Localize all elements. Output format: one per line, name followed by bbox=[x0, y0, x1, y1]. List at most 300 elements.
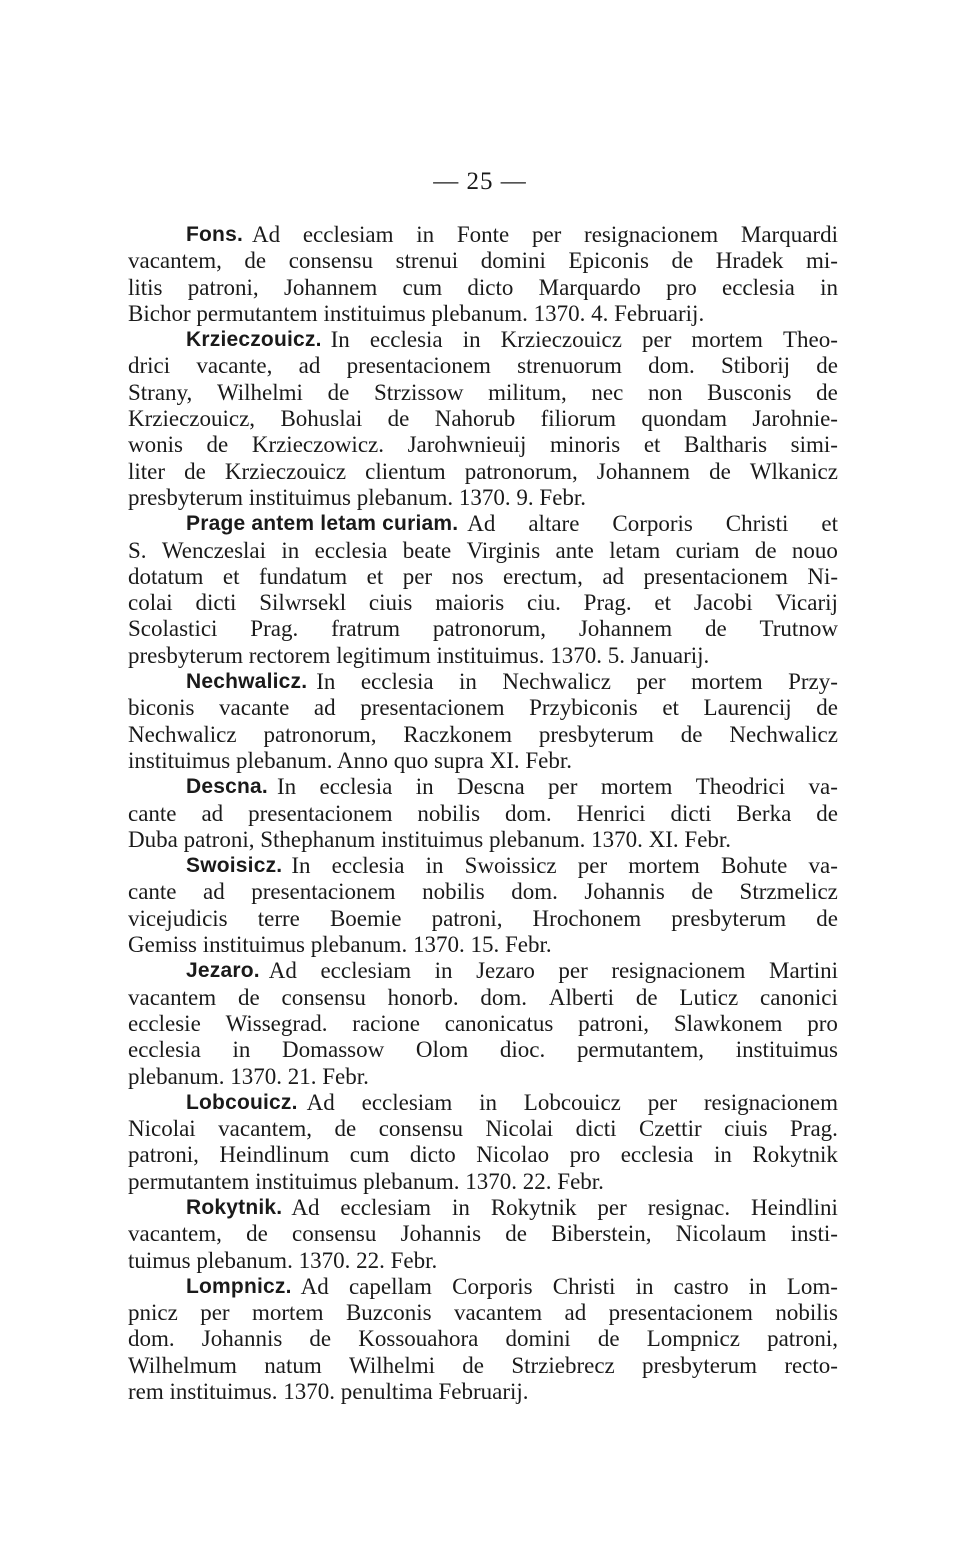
word: ecclesia bbox=[128, 1037, 201, 1063]
line-text bbox=[331, 327, 838, 353]
word: canonici bbox=[759, 984, 838, 1010]
word: de bbox=[671, 248, 694, 274]
word: resignacionem bbox=[611, 958, 746, 984]
word: de bbox=[680, 721, 703, 747]
text-line bbox=[128, 748, 838, 774]
word: natum bbox=[264, 1352, 322, 1378]
word: Hradek bbox=[715, 248, 784, 274]
word: presentacionem bbox=[643, 563, 788, 589]
word: Boemie bbox=[329, 905, 402, 931]
word: per bbox=[597, 1194, 627, 1220]
word: patroni, bbox=[578, 1010, 650, 1036]
word: Ad bbox=[291, 1194, 320, 1220]
word: in bbox=[281, 537, 300, 563]
word: clientum bbox=[365, 458, 446, 484]
text-line bbox=[128, 1011, 838, 1037]
line-text bbox=[128, 1142, 838, 1168]
word: domini bbox=[505, 1326, 571, 1352]
word: de bbox=[816, 695, 838, 721]
word: cum bbox=[402, 274, 443, 300]
word: per bbox=[558, 958, 588, 984]
word: in bbox=[748, 1273, 767, 1299]
line-text bbox=[128, 1300, 838, 1326]
word: vacantem, bbox=[128, 248, 222, 274]
word: in bbox=[479, 1089, 497, 1115]
word: presbyterum bbox=[671, 905, 787, 931]
word: in bbox=[462, 327, 481, 353]
word: Domassow bbox=[281, 1037, 385, 1063]
text-line bbox=[128, 301, 838, 327]
word: Baltharis bbox=[684, 432, 768, 458]
line-text bbox=[291, 1195, 838, 1221]
word: resignacionem bbox=[584, 222, 719, 247]
word: Prag. bbox=[790, 1116, 838, 1142]
word: per bbox=[200, 1300, 230, 1326]
word: mortem bbox=[691, 669, 763, 695]
entry-headword: Fons. bbox=[186, 223, 243, 246]
line-text bbox=[128, 695, 838, 721]
word: patroni, bbox=[187, 274, 259, 300]
word: terre bbox=[257, 905, 300, 931]
word: de bbox=[334, 1116, 357, 1142]
word: Wlkanicz bbox=[749, 458, 838, 484]
word: per bbox=[577, 853, 608, 879]
line-text: Gemiss instituimus plebanum. 1370. 15. Febr. bbox=[128, 932, 552, 958]
word: In bbox=[316, 669, 336, 695]
word: mortem bbox=[691, 327, 763, 353]
line-text bbox=[128, 353, 838, 379]
word: ecclesia bbox=[369, 327, 443, 353]
text-line bbox=[128, 564, 838, 590]
word: Johannem bbox=[283, 274, 378, 300]
line-text: permutantem instituimus plebanum. 1370. 22. Febr. bbox=[128, 1168, 604, 1194]
entry-first-line bbox=[128, 1274, 838, 1300]
word: va- bbox=[808, 853, 838, 879]
word: strenuorum bbox=[517, 353, 622, 379]
word: drici bbox=[128, 353, 171, 379]
word: Ad bbox=[252, 222, 281, 247]
word: presentacionem bbox=[251, 879, 396, 905]
word: de bbox=[635, 984, 658, 1010]
line-text bbox=[128, 616, 838, 642]
line-text: Bichor permutantem instituimus plebanum. 1370. 4. Februarij. bbox=[128, 300, 705, 326]
word: presentacionem bbox=[608, 1300, 753, 1326]
word: Marquardi bbox=[740, 222, 838, 247]
text-line bbox=[128, 1379, 838, 1405]
word: Wilhelmum bbox=[128, 1352, 237, 1378]
word: Trutnow bbox=[759, 616, 838, 642]
word: presbyterum bbox=[642, 1352, 758, 1378]
word: ad bbox=[203, 879, 225, 905]
word: Ad bbox=[467, 511, 496, 537]
word: vacantem, bbox=[218, 1116, 313, 1142]
word: nobilis bbox=[775, 1300, 838, 1326]
word: militum, bbox=[488, 379, 567, 405]
word: Christi bbox=[725, 511, 789, 537]
word: Hrochonem bbox=[532, 905, 642, 931]
word: Prag. bbox=[583, 590, 632, 616]
word: dom. bbox=[505, 800, 552, 826]
word: liter bbox=[128, 458, 166, 484]
line-text bbox=[269, 958, 838, 984]
word: beate bbox=[402, 537, 452, 563]
line-text bbox=[128, 538, 838, 564]
word: S. bbox=[128, 537, 147, 563]
line-text bbox=[307, 1090, 838, 1116]
line-text bbox=[128, 459, 838, 485]
word: insti- bbox=[790, 1221, 838, 1247]
word: et bbox=[366, 563, 384, 589]
word: ante bbox=[555, 537, 594, 563]
entry-headword: Lobcouicz. bbox=[186, 1090, 298, 1114]
word: Descna bbox=[456, 774, 525, 800]
word: vacantem bbox=[453, 1300, 543, 1326]
word: Luticz bbox=[679, 984, 739, 1010]
word: de bbox=[309, 1326, 332, 1352]
word: Krzieczouicz, bbox=[128, 406, 256, 432]
line-text bbox=[467, 511, 838, 537]
word: presentacionem bbox=[346, 353, 491, 379]
word: de bbox=[816, 379, 838, 405]
word: Corporis bbox=[452, 1273, 533, 1299]
word: per bbox=[402, 563, 433, 589]
line-text: rem instituimus. 1370. penultima Februarij. bbox=[128, 1379, 529, 1405]
word: dom. bbox=[511, 879, 558, 905]
text-line bbox=[128, 1353, 838, 1379]
word: Epiconis bbox=[568, 248, 649, 274]
line-text bbox=[128, 406, 838, 432]
word: pro bbox=[666, 274, 697, 300]
line-text bbox=[128, 1011, 838, 1037]
text-line bbox=[128, 380, 838, 406]
text-line bbox=[128, 1221, 838, 1247]
word: Jarohwnieuij bbox=[407, 432, 527, 458]
line-text: presbyterum rectorem legitimum instituimus. 1370. 5. Januarij. bbox=[128, 642, 710, 668]
word: Wenczeslai bbox=[161, 537, 267, 563]
text-line bbox=[128, 801, 838, 827]
word: patronorum, bbox=[432, 616, 546, 642]
line-text bbox=[128, 275, 838, 301]
word: in bbox=[415, 774, 434, 800]
entry-headword: Prage antem letam curiam. bbox=[186, 512, 459, 536]
page-number: — 25 — bbox=[433, 168, 527, 195]
word: consensu bbox=[288, 248, 374, 274]
word: mortem bbox=[628, 853, 700, 879]
word: vicejudicis bbox=[128, 905, 228, 931]
word: nobilis bbox=[422, 879, 485, 905]
word: de bbox=[754, 537, 777, 563]
text-line bbox=[128, 459, 838, 485]
word: dicti bbox=[670, 800, 712, 826]
word: Johannis bbox=[584, 879, 665, 905]
word: mi- bbox=[805, 248, 838, 274]
word: Rokytnik bbox=[490, 1194, 577, 1220]
text-line bbox=[128, 1300, 838, 1326]
word: Theo- bbox=[783, 327, 838, 353]
word: dom. bbox=[480, 984, 528, 1010]
line-text bbox=[128, 722, 838, 748]
word: in bbox=[459, 669, 477, 695]
word: Berka bbox=[736, 800, 792, 826]
word: quondam bbox=[641, 406, 727, 432]
word: de bbox=[816, 353, 838, 379]
word: dom. bbox=[648, 353, 695, 379]
text-line bbox=[128, 353, 838, 379]
word: de bbox=[709, 458, 731, 484]
word: ad bbox=[298, 353, 321, 379]
word: altare bbox=[528, 511, 580, 537]
word: colai bbox=[128, 590, 173, 616]
word: per bbox=[647, 1089, 678, 1115]
word: Czettir bbox=[639, 1116, 702, 1142]
text-line bbox=[128, 275, 838, 301]
word: in bbox=[232, 1037, 251, 1063]
word: de bbox=[246, 1221, 268, 1247]
line-text bbox=[128, 380, 838, 406]
word: cante bbox=[128, 879, 177, 905]
word: in bbox=[820, 274, 838, 300]
word: de bbox=[691, 879, 714, 905]
word: per bbox=[548, 774, 578, 800]
word: Rokytnik bbox=[752, 1142, 838, 1168]
text-line bbox=[128, 590, 838, 616]
text-line bbox=[128, 643, 838, 669]
word: ecclesiam bbox=[302, 222, 394, 247]
word: castro bbox=[673, 1273, 729, 1299]
text-line bbox=[128, 827, 838, 853]
word: ecclesie bbox=[128, 1010, 201, 1036]
word: nec bbox=[591, 379, 624, 405]
line-text: presbyterum instituimus plebanum. 1370. 9. Febr. bbox=[128, 484, 587, 510]
word: Nechwalicz bbox=[729, 721, 838, 747]
word: Kossouahora bbox=[358, 1326, 479, 1352]
word: de bbox=[505, 1221, 528, 1247]
word: mortem bbox=[600, 774, 673, 800]
entry-first-line bbox=[128, 511, 838, 537]
entry-headword: Rokytnik. bbox=[186, 1195, 283, 1219]
word: de bbox=[327, 379, 350, 405]
text-line bbox=[128, 695, 838, 721]
word: de bbox=[462, 1352, 485, 1378]
word: dicti bbox=[195, 590, 237, 616]
word: Johannis bbox=[201, 1326, 283, 1352]
word: ciu. bbox=[527, 590, 561, 616]
word: Laurencij bbox=[703, 695, 792, 721]
text-line bbox=[128, 1169, 838, 1195]
word: Lobcouicz bbox=[523, 1089, 621, 1115]
word: in bbox=[425, 853, 444, 879]
word: wonis bbox=[128, 432, 183, 458]
word: Slawkonem bbox=[673, 1010, 783, 1036]
word: Bohuslai bbox=[280, 406, 363, 432]
text-line bbox=[128, 1037, 838, 1063]
word: vacantem bbox=[128, 984, 217, 1010]
word: Johannem bbox=[596, 458, 691, 484]
line-text bbox=[128, 801, 838, 827]
word: ecclesiam bbox=[340, 1194, 432, 1220]
word: Virginis bbox=[466, 537, 541, 563]
word: Jarohnie- bbox=[752, 406, 838, 432]
word: Strzissow bbox=[374, 379, 464, 405]
line-text bbox=[128, 1221, 838, 1247]
word: ecclesia bbox=[314, 537, 388, 563]
word: de bbox=[184, 458, 206, 484]
word: consensu bbox=[378, 1116, 464, 1142]
word: recto- bbox=[784, 1352, 838, 1378]
word: Wilhelmi bbox=[349, 1352, 435, 1378]
word: Alberti bbox=[548, 984, 615, 1010]
word: Fonte bbox=[456, 222, 510, 247]
text-line bbox=[128, 1248, 838, 1274]
text-line bbox=[128, 1326, 838, 1352]
text-line bbox=[128, 906, 838, 932]
word: ciuis bbox=[368, 590, 413, 616]
word: Nahorub bbox=[434, 406, 516, 432]
word: Silwrsekl bbox=[259, 590, 347, 616]
word: nobilis bbox=[417, 800, 481, 826]
line-text bbox=[128, 879, 838, 905]
word: Ad bbox=[300, 1273, 329, 1299]
line-text bbox=[316, 669, 838, 695]
word: maioris bbox=[435, 590, 505, 616]
word: Heindlini bbox=[751, 1194, 838, 1220]
word: Heindlinum bbox=[219, 1142, 330, 1168]
word: Theodrici bbox=[695, 774, 786, 800]
text-line bbox=[128, 1064, 838, 1090]
word: et bbox=[222, 563, 240, 589]
word: in bbox=[635, 1273, 654, 1299]
line-text bbox=[128, 564, 838, 590]
entry-first-line bbox=[128, 327, 838, 353]
text-line bbox=[128, 406, 838, 432]
word: Jezaro bbox=[476, 958, 535, 984]
word: de bbox=[704, 616, 727, 642]
word: strenui bbox=[395, 248, 459, 274]
word: ad bbox=[313, 695, 336, 721]
text-line bbox=[128, 248, 838, 274]
line-text bbox=[128, 590, 838, 616]
word: Przy- bbox=[788, 669, 838, 695]
text-line bbox=[128, 485, 838, 511]
word: patronorum, bbox=[464, 458, 578, 484]
word: ad bbox=[564, 1300, 587, 1326]
line-text bbox=[128, 1353, 838, 1379]
word: filiorum bbox=[540, 406, 616, 432]
word: minoris bbox=[549, 432, 621, 458]
line-text bbox=[128, 432, 838, 458]
word: Raczkonem bbox=[403, 721, 512, 747]
word: Biberstein, bbox=[551, 1221, 652, 1247]
word: Martini bbox=[769, 958, 838, 984]
word: vacante bbox=[219, 695, 290, 721]
word: curiam bbox=[675, 537, 740, 563]
word: Nicolaum bbox=[675, 1221, 767, 1247]
word: mortem bbox=[252, 1300, 324, 1326]
text-line bbox=[128, 538, 838, 564]
word: pro bbox=[569, 1142, 601, 1168]
word: Henrici bbox=[576, 800, 646, 826]
line-text: plebanum. 1370. 21. Febr. bbox=[128, 1063, 369, 1089]
word: In bbox=[330, 327, 350, 353]
word: Strziebrecz bbox=[511, 1352, 615, 1378]
line-text: tuimus plebanum. 1370. 22. Febr. bbox=[128, 1247, 438, 1273]
word: ecclesia bbox=[319, 774, 393, 800]
entry-headword: Descna. bbox=[186, 775, 268, 799]
word: de bbox=[597, 1326, 620, 1352]
word: Strzmelicz bbox=[739, 879, 838, 905]
word: Lom- bbox=[786, 1273, 838, 1299]
word: Johannem bbox=[578, 616, 673, 642]
line-text: Duba patroni, Sthephanum instituimus plebanum. 1370. XI. Febr. bbox=[128, 826, 732, 852]
word: in bbox=[452, 1194, 470, 1220]
word: In bbox=[291, 853, 311, 879]
word: dicti bbox=[575, 1116, 617, 1142]
entry-headword: Lompnicz. bbox=[186, 1274, 292, 1298]
word: in bbox=[434, 958, 453, 984]
word: dicto bbox=[409, 1142, 456, 1168]
word: in bbox=[713, 1142, 732, 1168]
word: patroni, bbox=[431, 905, 503, 931]
word: per bbox=[636, 669, 666, 695]
word: Bohute bbox=[720, 853, 788, 879]
word: presentacionem bbox=[360, 695, 505, 721]
line-text bbox=[128, 1037, 838, 1063]
entry-first-line bbox=[128, 958, 838, 984]
word: va- bbox=[808, 774, 838, 800]
text-line bbox=[128, 1142, 838, 1168]
word: et bbox=[821, 511, 838, 537]
word: Ad bbox=[306, 1089, 335, 1115]
entry-headword: Swoisicz. bbox=[186, 854, 283, 878]
word: racione bbox=[352, 1010, 420, 1036]
word: ecclesia bbox=[722, 274, 795, 300]
word: instituimus bbox=[735, 1037, 838, 1063]
word: patroni, bbox=[128, 1142, 199, 1168]
word: Nechwalicz bbox=[128, 721, 237, 747]
text-body bbox=[128, 222, 838, 1405]
word: Johannis bbox=[400, 1221, 482, 1247]
word: Krzieczouicz bbox=[500, 327, 622, 353]
word: Ni- bbox=[807, 563, 838, 589]
line-text bbox=[301, 1274, 838, 1300]
word: patroni, bbox=[767, 1326, 838, 1352]
word: Nechwalicz bbox=[502, 669, 611, 695]
word: de bbox=[206, 432, 229, 458]
word: Nicolai bbox=[128, 1116, 196, 1142]
word: Vicarij bbox=[775, 590, 838, 616]
word: Wissegrad. bbox=[225, 1010, 328, 1036]
word: dicto bbox=[467, 274, 514, 300]
word: Wilhelmi bbox=[216, 379, 303, 405]
entry-first-line bbox=[128, 1090, 838, 1116]
word: cum bbox=[349, 1142, 390, 1168]
line-text: instituimus plebanum. Anno quo supra XI. Febr. bbox=[128, 747, 573, 773]
word: dioc. bbox=[499, 1037, 546, 1063]
word: dom. bbox=[128, 1326, 175, 1352]
word: Buzconis bbox=[345, 1300, 432, 1326]
word: fundatum bbox=[258, 563, 348, 589]
text-line bbox=[128, 616, 838, 642]
line-text bbox=[128, 906, 838, 932]
line-text bbox=[291, 853, 838, 879]
word: resignacionem bbox=[703, 1089, 838, 1115]
word: Marquardo bbox=[538, 274, 641, 300]
text-line bbox=[128, 1116, 838, 1142]
word: resignac. bbox=[647, 1194, 731, 1220]
entry-first-line bbox=[128, 669, 838, 695]
word: Strany, bbox=[128, 379, 193, 405]
word: patronorum, bbox=[263, 721, 377, 747]
